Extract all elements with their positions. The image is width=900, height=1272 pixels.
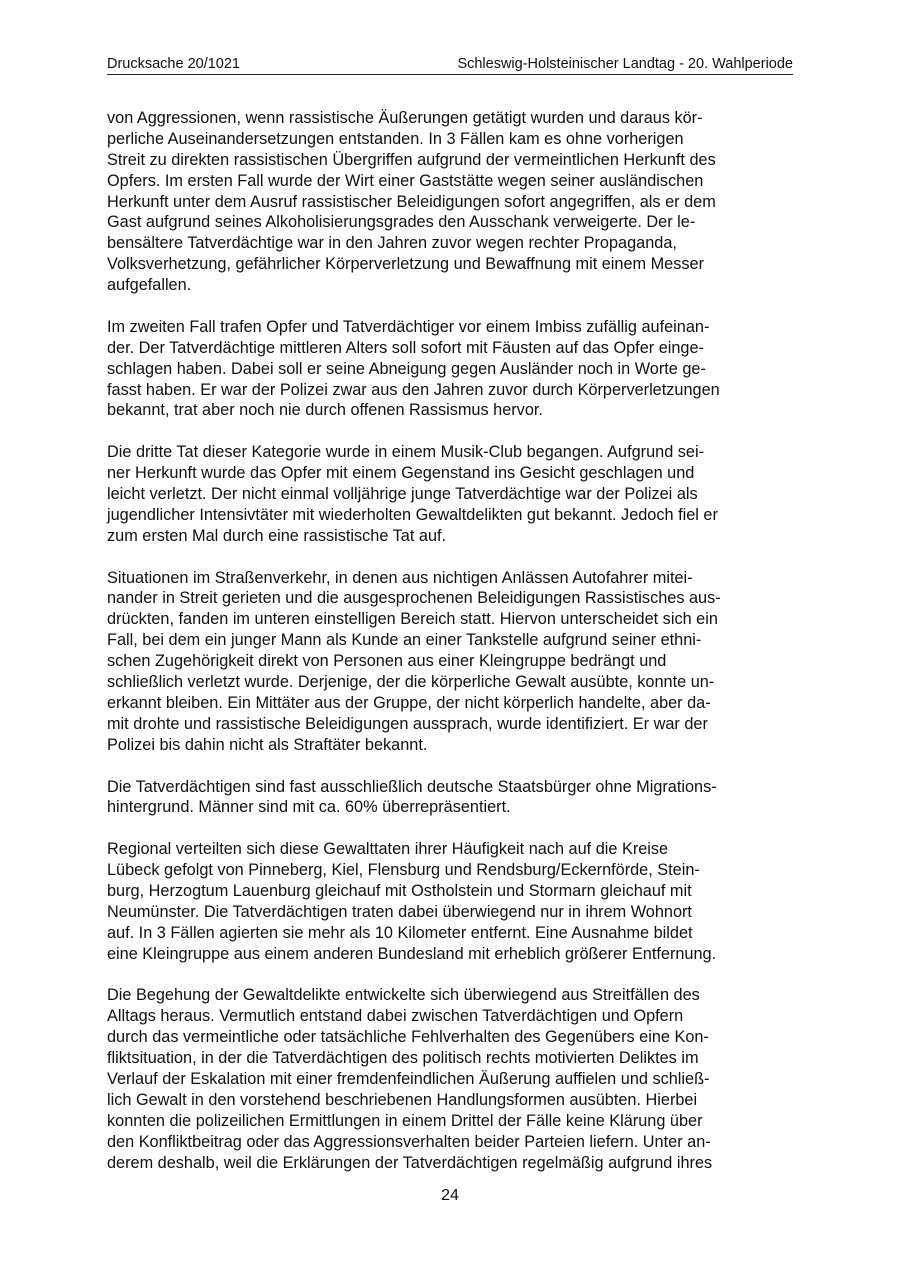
paragraph (107, 839, 793, 964)
text-line: Situationen im Straßenverkehr, in denen aus nichtigen Anlässen Autofahrer mitei- (107, 568, 693, 587)
text-line: lich Gewalt in den vorstehend beschriebenen Handlungsformen ausübten. Hierbei (107, 1090, 698, 1109)
text-line: Volksverhetzung, gefährlicher Körperverletzung und Bewaffnung mit einem Messer (107, 255, 704, 274)
text-line: aufgefallen. (107, 276, 192, 295)
text-line: derem deshalb, weil die Erklärungen der Tatverdächtigen regelmäßig aufgrund ihres (107, 1153, 713, 1172)
text-line: fliktsituation, in der die Tatverdächtigen des politisch rechts motivierten Deliktes im (107, 1049, 699, 1068)
paragraph (107, 108, 793, 296)
text-line: erkannt bleiben. Ein Mittäter aus der Gruppe, der nicht körperlich handelte, aber da- (107, 693, 711, 712)
text-line: Alltags heraus. Vermutlich entstand dabei zwischen Tatverdächtigen und Opfern (107, 1007, 684, 1026)
text-line: nander in Streit gerieten und die ausgesprochenen Beleidigungen Rassistisches aus- (107, 589, 721, 608)
text-line: perliche Auseinandersetzungen entstanden. In 3 Fällen kam es ohne vorherigen (107, 129, 684, 148)
text-line: den Konfliktbeitrag oder das Aggressionsverhalten beider Parteien liefern. Unter an- (107, 1132, 711, 1151)
paragraph (107, 985, 793, 1173)
text-line: bensältere Tatverdächtige war in den Jahren zuvor wegen rechter Propaganda, (107, 234, 677, 253)
paragraph (107, 317, 793, 421)
text-line: auf. In 3 Fällen agierten sie mehr als 10 Kilometer entfernt. Eine Ausnahme bildet (107, 923, 693, 942)
text-line: Die dritte Tat dieser Kategorie wurde in einem Musik-Club begangen. Aufgrund sei- (107, 443, 705, 462)
text-line: Fall, bei dem ein junger Mann als Kunde an einer Tankstelle aufgrund seiner ethni- (107, 631, 702, 650)
text-line: Verlauf der Eskalation mit einer fremdenfeindlichen Äußerung auffielen und schließ- (107, 1069, 710, 1088)
paragraph-gap (107, 756, 793, 777)
text-line: ner Herkunft wurde das Opfer mit einem Gegenstand ins Gesicht geschlagen und (107, 464, 695, 483)
paragraph-gap (107, 421, 793, 442)
paragraph-gap (107, 818, 793, 839)
page-number: 24 (441, 1187, 459, 1204)
text-line: von Aggressionen, wenn rassistische Äußerungen getätigt wurden und daraus kör- (107, 109, 703, 127)
parliament-title: Schleswig-Holsteinischer Landtag - 20. Wahlperiode (457, 56, 793, 72)
text-line: hintergrund. Männer sind mit ca. 60% überrepräsentiert. (107, 798, 511, 817)
text-line: bekannt, trat aber noch nie durch offenen Rassismus hervor. (107, 401, 543, 420)
paragraph (107, 442, 793, 546)
text-line: Streit zu direkten rassistischen Übergriffen aufgrund der vermeintlichen Herkunft des (107, 150, 716, 169)
text-line: eine Kleingruppe aus einem anderen Bundesland mit erheblich größerer Entfernung. (107, 944, 717, 963)
text-line: konnten die polizeilichen Ermittlungen in einem Drittel der Fälle keine Klärung über (107, 1111, 703, 1130)
paragraph-gap (107, 547, 793, 568)
text-line: Im zweiten Fall trafen Opfer und Tatverdächtiger vor einem Imbiss zufällig aufeinan- (107, 317, 710, 336)
text-line: Neumünster. Die Tatverdächtigen traten dabei überwiegend nur in ihrem Wohnort (107, 902, 692, 921)
text-line: schen Zugehörigkeit direkt von Personen aus einer Kleingruppe bedrängt und (107, 652, 667, 671)
body-text (107, 108, 793, 1173)
text-line: drückten, fanden im unteren einstelligen Bereich statt. Hiervon unterscheidet sich ein (107, 610, 718, 629)
text-line: Gast aufgrund seines Alkoholisierungsgrades den Ausschank verweigerte. Der le- (107, 213, 696, 232)
text-line: der. Der Tatverdächtige mittleren Alters soll sofort mit Fäusten auf das Opfer einge- (107, 338, 704, 357)
text-line: jugendlicher Intensivtäter mit wiederholten Gewaltdelikten gut bekannt. Jedoch fiel er (107, 505, 718, 524)
paragraph (107, 568, 793, 756)
paragraph-gap (107, 296, 793, 317)
text-line: Polizei bis dahin nicht als Straftäter bekannt. (107, 735, 428, 754)
text-line: Opfers. Im ersten Fall wurde der Wirt einer Gaststätte wegen seiner ausländischen (107, 171, 704, 190)
text-line: leicht verletzt. Der nicht einmal volljährige junge Tatverdächtige war der Polizei als (107, 485, 698, 504)
text-line: durch das vermeintliche oder tatsächliche Fehlverhalten des Gegenübers eine Kon- (107, 1028, 709, 1047)
text-line: schließlich verletzt wurde. Derjenige, der die körperliche Gewalt ausübte, konnte un- (107, 673, 715, 692)
text-line: Lübeck gefolgt von Pinneberg, Kiel, Flensburg und Rendsburg/Eckernförde, Stein- (107, 861, 700, 880)
page-header (107, 54, 793, 75)
text-line: Regional verteilten sich diese Gewalttaten ihrer Häufigkeit nach auf die Kreise (107, 840, 669, 859)
text-line: schlagen haben. Dabei soll er seine Abneigung gegen Ausländer noch in Worte ge- (107, 359, 706, 378)
text-line: Die Tatverdächtigen sind fast ausschließlich deutsche Staatsbürger ohne Migrations- (107, 777, 717, 796)
text-line: mit drohte und rassistische Beleidigungen aussprach, wurde identifiziert. Er war der (107, 714, 708, 733)
document-number: Drucksache 20/1021 (107, 56, 240, 72)
text-line: burg, Herzogtum Lauenburg gleichauf mit Ostholstein und Stormarn gleichauf mit (107, 881, 692, 900)
paragraph-gap (107, 965, 793, 986)
text-line: zum ersten Mal durch eine rassistische Tat auf. (107, 526, 447, 545)
text-line: Die Begehung der Gewaltdelikte entwickelte sich überwiegend aus Streitfällen des (107, 986, 700, 1005)
paragraph (107, 777, 793, 819)
text-line: Herkunft unter dem Ausruf rassistischer Beleidigungen sofort angegriffen, als er dem (107, 192, 716, 211)
text-line: fasst haben. Er war der Polizei zwar aus den Jahren zuvor durch Körperverletzungen (107, 380, 720, 399)
